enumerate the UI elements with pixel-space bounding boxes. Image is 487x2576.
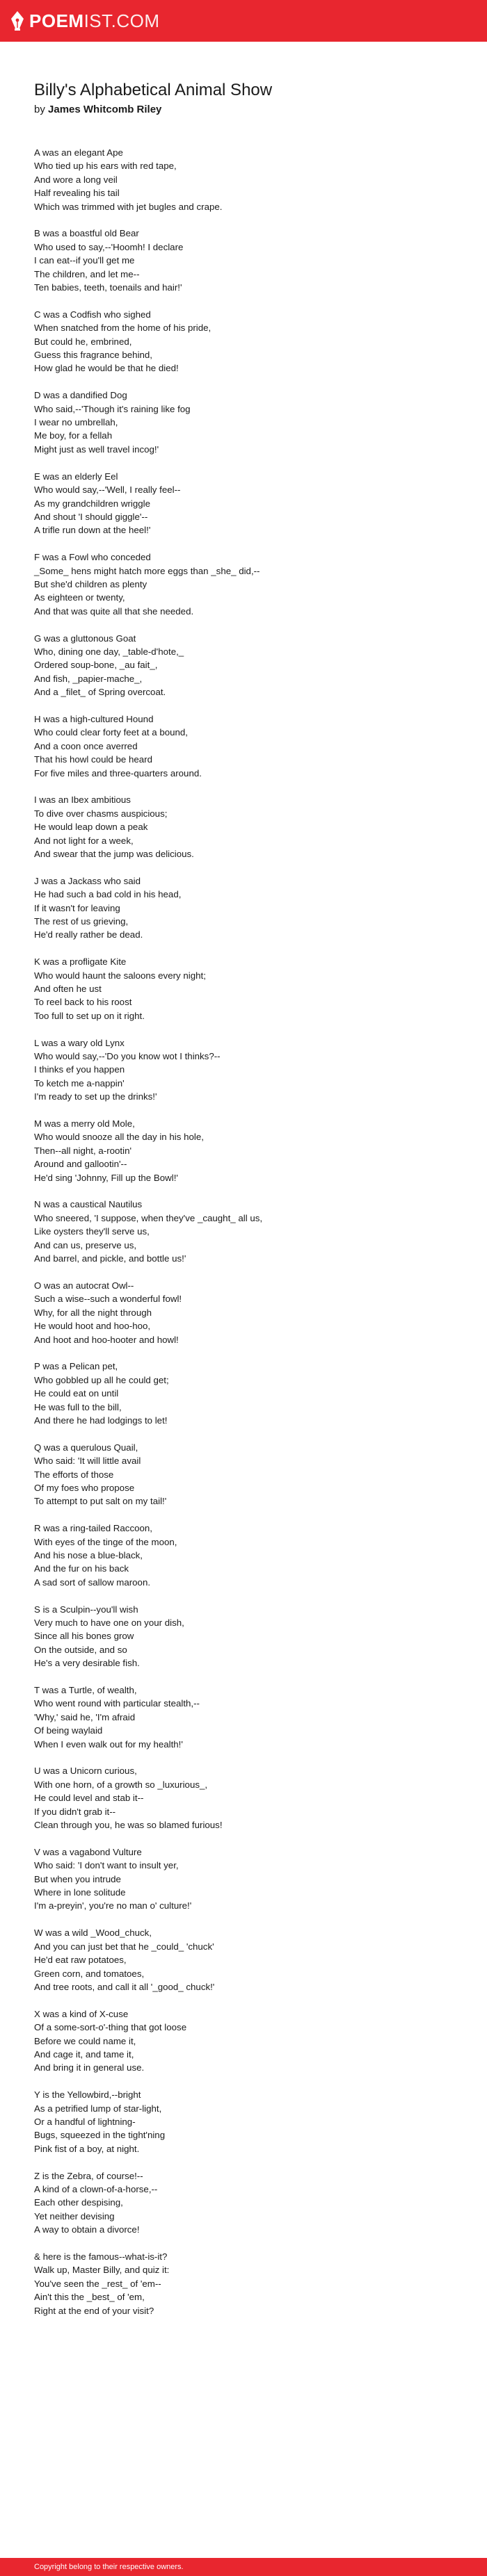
poem-line: As a petrified lump of star-light, bbox=[34, 2103, 162, 2114]
site-brand-name bbox=[29, 10, 160, 31]
poem-line: And often he ust bbox=[34, 984, 102, 995]
poem-line: D was a dandified Dog bbox=[34, 390, 127, 401]
poem-line: A sad sort of sallow maroon. bbox=[34, 1576, 151, 1588]
poem-line: And cage it, and tame it, bbox=[34, 2048, 134, 2060]
poem-line: W was a wild _Wood_chuck, bbox=[34, 1927, 152, 1939]
poem-line: T was a Turtle, of wealth, bbox=[34, 1685, 137, 1696]
poem-line: Very much to have one on your dish, bbox=[34, 1617, 184, 1628]
poem-line: M was a merry old Mole, bbox=[34, 1118, 135, 1130]
poem-line: N was a caustical Nautilus bbox=[34, 1199, 143, 1210]
poem-stanza bbox=[34, 308, 452, 375]
poem-line: Yet neither devising bbox=[34, 2210, 115, 2222]
poem-line: Who sneered, 'I suppose, when they've _caught_ all us, bbox=[34, 1212, 263, 1223]
poem-line: H was a high-cultured Hound bbox=[34, 713, 154, 724]
poem-line: He would hoot and hoo-hoo, bbox=[34, 1321, 151, 1332]
poem-line: Pink fist of a boy, at night. bbox=[34, 2143, 140, 2154]
poem-line: You've seen the _rest_ of 'em-- bbox=[34, 2278, 161, 2289]
poem-line: And swear that the jump was delicious. bbox=[34, 849, 194, 859]
poem-line: And a coon once averred bbox=[34, 740, 138, 751]
poem-line: That his howl could be heard bbox=[34, 754, 153, 765]
poem-line: But could he, embrined, bbox=[34, 336, 132, 347]
poem-line: Who said: 'It will little avail bbox=[34, 1456, 141, 1467]
poem-stanza bbox=[34, 1603, 452, 1670]
poem-line: To dive over chasms auspicious; bbox=[34, 808, 168, 819]
poem-line: I thinks ef you happen bbox=[34, 1064, 125, 1075]
poem-line: With eyes of the tinge of the moon, bbox=[34, 1536, 177, 1547]
poem-stanza bbox=[34, 1279, 452, 1346]
poem-line: He'd really rather be dead. bbox=[34, 929, 143, 940]
poem-line: Too full to set up on it right. bbox=[34, 1010, 145, 1021]
poem-line: Of a some-sort-o'-thing that got loose bbox=[34, 2022, 187, 2033]
poem-line: But she'd children as plenty bbox=[34, 578, 147, 589]
poem-line: I was an Ibex ambitious bbox=[34, 794, 131, 806]
poem-line: How glad he would be that he died! bbox=[34, 363, 179, 374]
poem-line: Who would say,--'Well, I really feel-- bbox=[34, 484, 181, 496]
poem-line: And you can just bet that he _could_ 'chuck' bbox=[34, 1941, 214, 1952]
author-link[interactable]: James Whitcomb Riley bbox=[48, 104, 162, 115]
byline-by-label: by bbox=[34, 104, 45, 115]
poem-stanza bbox=[34, 1117, 452, 1184]
poem-stanza bbox=[34, 874, 452, 942]
poem-byline bbox=[34, 103, 452, 117]
poem-line: I'm a-preyin', you're no man o' culture!' bbox=[34, 1900, 192, 1911]
poem-stanza bbox=[34, 2088, 452, 2155]
poem-line: Who would say,--'Do you know wot I thinks?-- bbox=[34, 1051, 221, 1062]
poem-line: Walk up, Master Billy, and quiz it: bbox=[34, 2265, 170, 2276]
poem-line: V was a vagabond Vulture bbox=[34, 1846, 142, 1857]
poem-line: Who went round with particular stealth,-- bbox=[34, 1698, 200, 1709]
poem-line: And his nose a blue-black, bbox=[34, 1549, 143, 1560]
site-header bbox=[0, 0, 487, 42]
pen-nib-icon bbox=[10, 10, 25, 31]
poem-line: To attempt to put salt on my tail!' bbox=[34, 1496, 167, 1507]
poem-line: Why, for all the night through bbox=[34, 1307, 152, 1318]
poem-line: Of my foes who propose bbox=[34, 1482, 135, 1493]
poem-line: Who could clear forty feet at a bound, bbox=[34, 727, 189, 738]
poem-line: Right at the end of your visit? bbox=[34, 2305, 154, 2316]
poem-line: He was full to the bill, bbox=[34, 1401, 122, 1412]
poem-stanza bbox=[34, 1441, 452, 1508]
poem-line: And the fur on his back bbox=[34, 1563, 129, 1574]
poem-line: Clean through you, he was so blamed furious! bbox=[34, 1820, 223, 1831]
poem-line: He could eat on until bbox=[34, 1388, 119, 1399]
poem-line: As my grandchildren wriggle bbox=[34, 498, 151, 509]
poem-line: J was a Jackass who said bbox=[34, 875, 141, 886]
poem-line: As eighteen or twenty, bbox=[34, 592, 125, 603]
poem-stanza bbox=[34, 793, 452, 861]
site-footer bbox=[0, 2558, 487, 2576]
poem-stanza bbox=[34, 551, 452, 618]
poem-line: Then--all night, a-rootin' bbox=[34, 1145, 132, 1156]
poem-stanza bbox=[34, 1198, 452, 1265]
poem-line: And fish, _papier-mache_, bbox=[34, 673, 143, 684]
poem-line: Since all his bones grow bbox=[34, 1631, 134, 1642]
poem-stanza bbox=[34, 1036, 452, 1104]
poem-stanza bbox=[34, 1926, 452, 1994]
poem-line: With one horn, of a growth so _luxurious_, bbox=[34, 1779, 208, 1790]
poem-line: And not light for a week, bbox=[34, 835, 134, 846]
poem-stanza bbox=[34, 632, 452, 699]
poem-stanza bbox=[34, 389, 452, 456]
poem-line: Or a handful of lightning- bbox=[34, 2116, 136, 2127]
poem-line: Might just as well travel incog!' bbox=[34, 443, 159, 455]
poem-line: _Some_ hens might hatch more eggs than _she_ did,-- bbox=[34, 565, 260, 576]
poem-line: Half revealing his tail bbox=[34, 188, 120, 199]
poem-line: 'Why,' said he, 'I'm afraid bbox=[34, 1711, 136, 1722]
poem-line: Who said,--'Though it's raining like fog bbox=[34, 403, 191, 414]
poem-line: E was an elderly Eel bbox=[34, 471, 118, 482]
poem-line: Me boy, for a fellah bbox=[34, 430, 113, 441]
poem-line: I'm ready to set up the drinks!' bbox=[34, 1091, 157, 1102]
poem-line: Who would haunt the saloons every night; bbox=[34, 970, 206, 981]
poem-line: I can eat--if you'll get me bbox=[34, 255, 135, 266]
poem-stanza bbox=[34, 1522, 452, 1589]
poem-line: And that was quite all that she needed. bbox=[34, 605, 194, 617]
poem-line: But when you intrude bbox=[34, 1873, 121, 1884]
poem-line: Who gobbled up all he could get; bbox=[34, 1374, 169, 1385]
poem-line: A way to obtain a divorce! bbox=[34, 2224, 140, 2235]
poem-line: Y is the Yellowbird,--bright bbox=[34, 2089, 141, 2101]
poem-line: F was a Fowl who conceded bbox=[34, 552, 151, 563]
poem-stanza bbox=[34, 955, 452, 1022]
poem-stanza bbox=[34, 1764, 452, 1832]
poem-line: Who tied up his ears with red tape, bbox=[34, 161, 177, 172]
poem-line: Ten babies, teeth, toenails and hair!' bbox=[34, 282, 182, 293]
poem-line: A trifle run down at the heel!' bbox=[34, 525, 151, 536]
poem-line: Who would snooze all the day in his hole, bbox=[34, 1132, 204, 1143]
poem-line: And shout 'I should giggle'-- bbox=[34, 511, 148, 522]
poem-line: He'd sing 'Johnny, Fill up the Bowl!' bbox=[34, 1172, 178, 1183]
poem-line: C was a Codfish who sighed bbox=[34, 309, 151, 320]
poem-line: Which was trimmed with jet bugles and crape. bbox=[34, 201, 223, 212]
poem-line: O was an autocrat Owl-- bbox=[34, 1280, 134, 1291]
poem-line: Z is the Zebra, of course!-- bbox=[34, 2170, 143, 2181]
poem-line: Ordered soup-bone, _au fait_, bbox=[34, 660, 158, 671]
brand-light-text: IST.COM bbox=[83, 10, 160, 31]
poem-line: G was a gluttonous Goat bbox=[34, 633, 136, 644]
poem-stanza bbox=[34, 470, 452, 537]
poem-line: B was a boastful old Bear bbox=[34, 228, 139, 239]
poem-stanza bbox=[34, 146, 452, 213]
poem-line: Each other despising, bbox=[34, 2197, 123, 2208]
poem-line: He's a very desirable fish. bbox=[34, 1658, 140, 1669]
poem-line: Where in lone solitude bbox=[34, 1887, 126, 1898]
poem-stanza bbox=[34, 1684, 452, 1751]
poem-line: To ketch me a-nappin' bbox=[34, 1077, 125, 1089]
poem-line: He had such a bad cold in his head, bbox=[34, 889, 182, 900]
poem-body bbox=[34, 146, 452, 2317]
poem-stanza bbox=[34, 2250, 452, 2317]
site-logo-link[interactable] bbox=[10, 10, 160, 32]
poem-line: And wore a long veil bbox=[34, 174, 118, 185]
poem-line: & here is the famous--what-is-it? bbox=[34, 2251, 168, 2262]
poem-line: Around and gallootin'-- bbox=[34, 1159, 127, 1170]
poem-line: K was a profligate Kite bbox=[34, 956, 127, 968]
poem-line: Like oysters they'll serve us, bbox=[34, 1226, 150, 1237]
poem-stanza bbox=[34, 712, 452, 780]
poem-line: The rest of us grieving, bbox=[34, 916, 129, 927]
poem-line: And can us, preserve us, bbox=[34, 1239, 137, 1250]
poem-line: X was a kind of X-cuse bbox=[34, 2008, 129, 2019]
poem-line: The children, and let me-- bbox=[34, 268, 140, 279]
poem-line: To reel back to his roost bbox=[34, 997, 132, 1008]
brand-bold-text: POEM bbox=[29, 10, 84, 31]
poem-stanza bbox=[34, 1360, 452, 1427]
poem-line: Ain't this the _best_ of 'em, bbox=[34, 2292, 145, 2303]
poem-line: And there he had lodgings to let! bbox=[34, 1415, 168, 1426]
poem-line: A kind of a clown-of-a-horse,-- bbox=[34, 2183, 158, 2194]
poem-stanza bbox=[34, 2169, 452, 2237]
poem-line: If it wasn't for leaving bbox=[34, 902, 120, 913]
poem-line: R was a ring-tailed Raccoon, bbox=[34, 1523, 152, 1534]
poem-line: Bugs, squeezed in the tight'ning bbox=[34, 2130, 166, 2141]
poem-stanza bbox=[34, 1845, 452, 1913]
poem-line: For five miles and three-quarters around. bbox=[34, 767, 202, 778]
poem-line: When snatched from the home of his pride, bbox=[34, 323, 211, 334]
poem-line: Who said: 'I don't want to insult yer, bbox=[34, 1860, 179, 1871]
poem-line: Q was a querulous Quail, bbox=[34, 1442, 138, 1453]
poem-content bbox=[34, 79, 452, 2331]
poem-line: He would leap down a peak bbox=[34, 822, 148, 833]
poem-line: And hoot and hoo-hooter and howl! bbox=[34, 1334, 179, 1345]
poem-line: And a _filet_ of Spring overcoat. bbox=[34, 687, 166, 698]
poem-line: S is a Sculpin--you'll wish bbox=[34, 1604, 138, 1615]
footer-copyright: Copyright belong to their respective owners. bbox=[34, 2563, 184, 2571]
poem-stanza bbox=[34, 227, 452, 294]
poem-line: Guess this fragrance behind, bbox=[34, 350, 153, 361]
poem-line: And barrel, and pickle, and bottle us!' bbox=[34, 1253, 186, 1264]
poem-line: He could level and stab it-- bbox=[34, 1793, 144, 1804]
poem-line: And bring it in general use. bbox=[34, 2062, 145, 2073]
poem-line: A was an elegant Ape bbox=[34, 147, 123, 158]
poem-line: Who, dining one day, _table-d'hote,_ bbox=[34, 646, 184, 657]
poem-line: If you didn't grab it-- bbox=[34, 1806, 116, 1817]
poem-line: Before we could name it, bbox=[34, 2035, 136, 2046]
poem-line: And tree roots, and call it all '_good_ chuck!' bbox=[34, 1981, 215, 1992]
poem-stanza bbox=[34, 2007, 452, 2075]
poem-line: P was a Pelican pet, bbox=[34, 1361, 118, 1372]
poem-line: Who used to say,--'Hoomh! I declare bbox=[34, 241, 184, 252]
poem-line: Such a wise--such a wonderful fowl! bbox=[34, 1294, 182, 1305]
poem-line: I wear no umbrellah, bbox=[34, 417, 118, 428]
poem-line: When I even walk out for my health!' bbox=[34, 1738, 183, 1750]
poem-line: Green corn, and tomatoes, bbox=[34, 1968, 145, 1979]
poem-line: U was a Unicorn curious, bbox=[34, 1766, 137, 1777]
poem-title: Billy's Alphabetical Animal Show bbox=[34, 81, 273, 99]
poem-line: L was a wary old Lynx bbox=[34, 1037, 125, 1048]
poem-line: The efforts of those bbox=[34, 1469, 114, 1480]
poem-line: Of being waylaid bbox=[34, 1725, 103, 1736]
poem-line: He'd eat raw potatoes, bbox=[34, 1955, 127, 1966]
poem-line: On the outside, and so bbox=[34, 1644, 127, 1655]
